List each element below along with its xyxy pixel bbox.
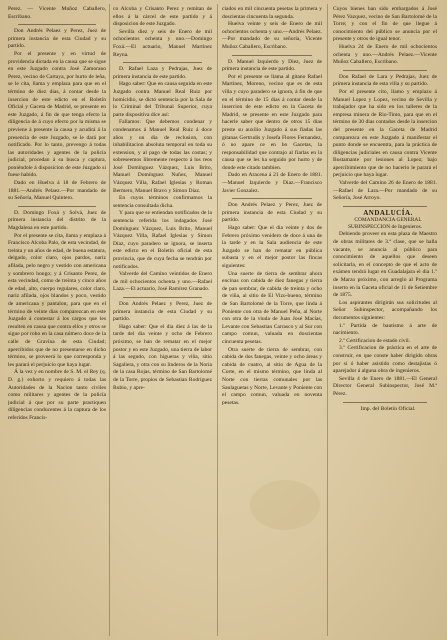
paragraph: Don Andrés Pelaez y Perez, Juez de primera instancia de esta Ciudad y su partido. <box>222 202 322 224</box>
paragraph: Valverde del Camino veintidos de Enero de mil ochocientos ochenta y uno.—Rafael Laza.—El actuario, José Ramirez Granado. <box>113 271 212 293</box>
paragraph: Por el presente y en virtud de providencia dictada en la causa que se sigue en este Juzgado contra José Zamorano Perez, vecino de Cartaya, por hurto de leña, se le cita, llama y emplaza para que en el término de diez dias, á contar desde la insercion de este edicto en el Boletín Oficial y Gaceta de Madrid, se presente en este Juzgado, á fin de que tenga efecto la diligencia de á cuyo efecto por la misma se previene á presente la causa y acudirá á la presencia de este Juzgado, se le dará por notificado. Por lo tanto, prevengo á todas las autoridades y agentes de la policía judicial, procedan á su busca y captura, poniéndole á disposicion de este Juzgado si fuese habido. <box>8 50 106 179</box>
column-rule <box>109 4 110 636</box>
paragraph: Debiendo proveer en esta plaza de Maestro de obras militares de 3.ª clase, que se halla vacante, se anuncia al público para conocimiento de aquellos que deseen solicitarla, en el concepto de que el acto de exámen tendrá lugar en Guadalajara el dia 1.º de Marzo próximo, con arreglo al Programa inserto en la Gaceta oficial de 11 de Setiembre de 1875. <box>333 231 437 299</box>
paragraph: Sevilla 4 de Enero de 1881.—El General Director General Subinspector, José M.ª Pérez. <box>333 375 437 397</box>
divider <box>343 402 427 403</box>
paragraph: Y para que se entiendan notificados de la sentencia referida los indagados José Domínguez Vázquez, Luis Brito, Manuel Vázquez Villa, Rafael Iglesias y Simon Díaz, cuyo paradero se ignora, se inserta este edicto en el Boletín oficial de esta provincia, que de cuya fecha se tendrán por notificados. <box>113 210 212 270</box>
column-rule <box>327 4 328 636</box>
paragraph: Dado en Huelva á 18 de Febrero de 1881.—Andrés Pelaez.—Por mandado de su Señoría, Manuel Quintero. <box>8 180 106 202</box>
column-3 <box>222 6 322 634</box>
paragraph: D. Manuel Izquierdo y Diez, Juez de primera instancia de este partido. <box>222 58 322 73</box>
section-subtitle: COMANDANCIA GENERAL SUBINSPECCION de Ingenieros. <box>347 217 423 231</box>
paragraph: Huelva veinte y seis de Enero de mil ochocientos ochenta y uno.—Andrés Pelaez.—Por mandado de su señoría, Vicente Muñoz Caballero, Escribano. <box>222 21 322 50</box>
paragraph: Á la vez y en nombre de S. M. el Rey (q. D. g.) exhorto y requiero á todas las Autoridades de la Nacion tanto civiles como militares y agentes de la policía judicial á que por su parte practiquen diligencias conducentes á la captura de los referidos Francis- <box>8 369 106 421</box>
paragraph: Hago saber: Que el dia veinte y dos de Febrero próximo venidero de doce á una de la tarde y en la Sala audiencia de este Juzgado se han de rematar en pública subasta y en el mejor postor las fincas siguientes: <box>222 225 322 269</box>
paragraph: Hago saber: Que en causa seguida en este Juzgado contra Manuel Real Ruiz por homicidio, se dictó sentencia por la Sala de lo Criminal del Tribunal Superior, cuya parte dispositiva dice así: <box>113 81 212 118</box>
divider <box>123 297 202 298</box>
divider <box>232 55 312 56</box>
paragraph: 3.º Certificacion de práctica en el arte de construir, en que conste haber dirigido obras por sí ó haber asistido como destajistas ó aparejador á alguna obra de ingenieros. <box>333 345 437 375</box>
paragraph: D. Domingo Foxá y Solvá, Juez de primera instancia del distrito de la Magdalena en este partido. <box>8 209 106 232</box>
divider <box>18 206 96 207</box>
paragraph: 1.º Partida de bautismo á arte de nacimiento. <box>333 322 437 337</box>
paragraph: Don Andrés Pelaez y Perez, Juez de primera instancia de esta Ciudad y su partido. <box>113 300 212 323</box>
paragraph: Dado en Aracena á 21 de Enero de 1881.—Manuel Izquierdo y Diaz.—Francisco Javier Gonzalez. <box>222 172 322 194</box>
paragraph: Hago saber: Que el dia diez á las de la tarde del dia veinte y ocho de Febrero próximo, se han de rematar en el mejor postor y en este Juzgado, una tierra de labor á las segudo, con higueras y viña, sitio Sagaliera, y otra con su linderos de la Noria de la casa Rojas, término de San Bartolomé de la Torre, propios de Sebastian Rodríguez Rubio, y apre- <box>113 323 212 391</box>
paragraph: 2.º Certificacion de estado civil. <box>339 337 411 344</box>
column-2 <box>113 6 212 634</box>
paragraph: En cuyos términos confirmamos la sentencia consultada dicha. <box>113 195 212 209</box>
paragraph: Por el presente se cita, llama y emplaza á Francisco Alcoba Palo, de esta vecindad, de treinta y un años de edad, de buena estatura, delgado, color claro, ojos pardos, nariz afilada, pelo negro y vestido con americana y sombrero hongo; y á Crisanto Perez, de esta vecindad, como de treinta y cinco años de edad, alto, cuerpo regulares, color claro, nariz afilada, ojos blandos y poco, vestido de americana y pantalon; para que en el término de veinte dias comparezcan en este Juzgado á contestar á los cargos que les resulten en causa que contra ellos y otros se sigue por robo en la casa número doce de la calle de Gravina de esta Ciudad; apercibidos que de no presentarse en dicho término, se proveerá lo que corresponda y les parará el perjuicio que haya lugar. <box>8 232 106 368</box>
paragraph: Perez. — Vicente Muñoz Caballero, Escribano. <box>8 6 106 20</box>
paragraph: D. Rafael Laza y Pedrajas, Juez de primera instancia de este partido. <box>113 66 212 80</box>
paragraph: Por el presente cito, llamo y emplazo á Manuel Lopez y Lopez, vecino de Sevilla y trabajador que ha sido en los talleres de la empresa minera de Rio-Tinto, para que en el término de 30 dias contados desde la insercion del presente en la Gaceta de Madrid comparezca en este Juzgado á manifestar el punto donde se encuentra, para la práctica de diligencias judiciales en causa contra Vicente Bustamante por lesiones al Lopez; bajo apercibimiento que de no hacerlo le parará el perjuicio que haya lugar. <box>333 88 437 179</box>
divider <box>232 198 312 199</box>
paragraph: Por el presente se llama al gitano Rafael Martinez, Moreno, vecino que es de esta villa y cuyo paradero se ignora, á fin de que en el término de 15 dias á contar desde la insercion de este edicto en la Gaceta de Madrid, se presente en este Juzgado para hacerle saber que dentro de otros 15 dias preste su auxilio Juzgado á sus fiadas las gitanas Gertrudis y Josefa Flores Fernandez, ó no apare ce en bo Gacetas, la responsabilidad que contrajo al fiarlas en la causa que se les ha seguido por hurto y de donde este citado tambien. <box>222 73 322 171</box>
paragraph: Una suerte de tierra de sembrar ahora encinas con cabida de diez fanegas y tierra de pan sembrar, de cabida de treinta y ocho de viña, al sitio de El Vizo-bueno, término de San Bartolomé de la Torre, que linda á Poniente con otra de Manuel Peña, al Norte con otra de la viuda de Juan José Macias, Levante con Sebastian Carrasco y al Sur con campo comun, valuada en doscientas cincuenta pesetas. <box>222 270 322 345</box>
paragraph: ciados en mil cincuenta pesetas la primera y doscientas cincuenta la segunda. <box>222 6 322 20</box>
paragraph: Don Andrés Pelaez y Perez, Juez de primera instancia de esta Ciudad y su partido. <box>8 28 106 50</box>
section-title: ANDALUCÍA. <box>363 208 413 217</box>
column-rule <box>217 4 218 636</box>
paragraph: Sevilla diez y seis de Enero de mil ochocientos ochenta y uno.—Domingo Foxá.—El actuario, Manuel Martinez Reyna. <box>113 28 212 58</box>
paragraph: Otra suerte de tierra de sembrar, con cabida de dos fanegas, veinte y ocho áreas y cabida de cuatro, al sitio de Agua de la Corte, en el mismo término, que linda al Norte con tierras comunales por las Saulaguetas y Norte, Levante y Poniente con el campo comun, valuada en noventa pesetas. <box>222 346 322 406</box>
paragraph: Valverde del Camino 26 de Enero de 1881.—Rafael de Lara.—Por mandado de su Señoría, José Arroyo. <box>333 180 437 202</box>
divider <box>343 206 427 207</box>
column-4 <box>333 6 437 634</box>
column-1 <box>8 6 106 634</box>
paragraph: Cuyos bienes han sido embargados á José Pérez Vazquez, vecino de San Bartolomé de la Torre; y con el fin de que llegue á conocimiento del público se anuncia por el presente y otros de igual tenor. <box>333 6 437 43</box>
paragraph: Fallamos: Que debemos condenar y condenamos á Manuel Real Ruiz á doce años y un dia de reclusion, con inhabilitacion absoluta temporal en toda su extension, y al pago de todas las costas; y sobreseemos libremente respecto á los reos José Domínguez Vázquez, Luis Brito, Manuel Domínguez Nuñez, Manuel Vázquez Villa, Rafael Iglesias y Roman Bermero, Manuel Bravo y Simon Diaz. <box>113 119 212 194</box>
divider <box>123 62 202 63</box>
paragraph: Los aspirantes dirigirán sus solicitudes al Señor Subinspector, acompañando los documentos siguientes: <box>333 299 437 321</box>
paragraph: Don Rafael de Lara y Pedrajas, Juez de primera instancia de esta villa y su partido. <box>333 73 437 88</box>
divider <box>343 70 427 71</box>
paragraph: co Alcoba y Crisanto Perez y remitan de ellos á la cárcel de este partido y á disposicion de este Juzgado. <box>113 6 212 28</box>
printer-imprint: Imp. del Boletín Oficial. <box>360 405 416 412</box>
divider <box>18 24 96 25</box>
paragraph: Huelva 24 de Enero de mil ochocientos ochenta y uno.—Andrés Pelaez.—Vicente Muñoz Caballero, Escribano. <box>333 43 437 66</box>
